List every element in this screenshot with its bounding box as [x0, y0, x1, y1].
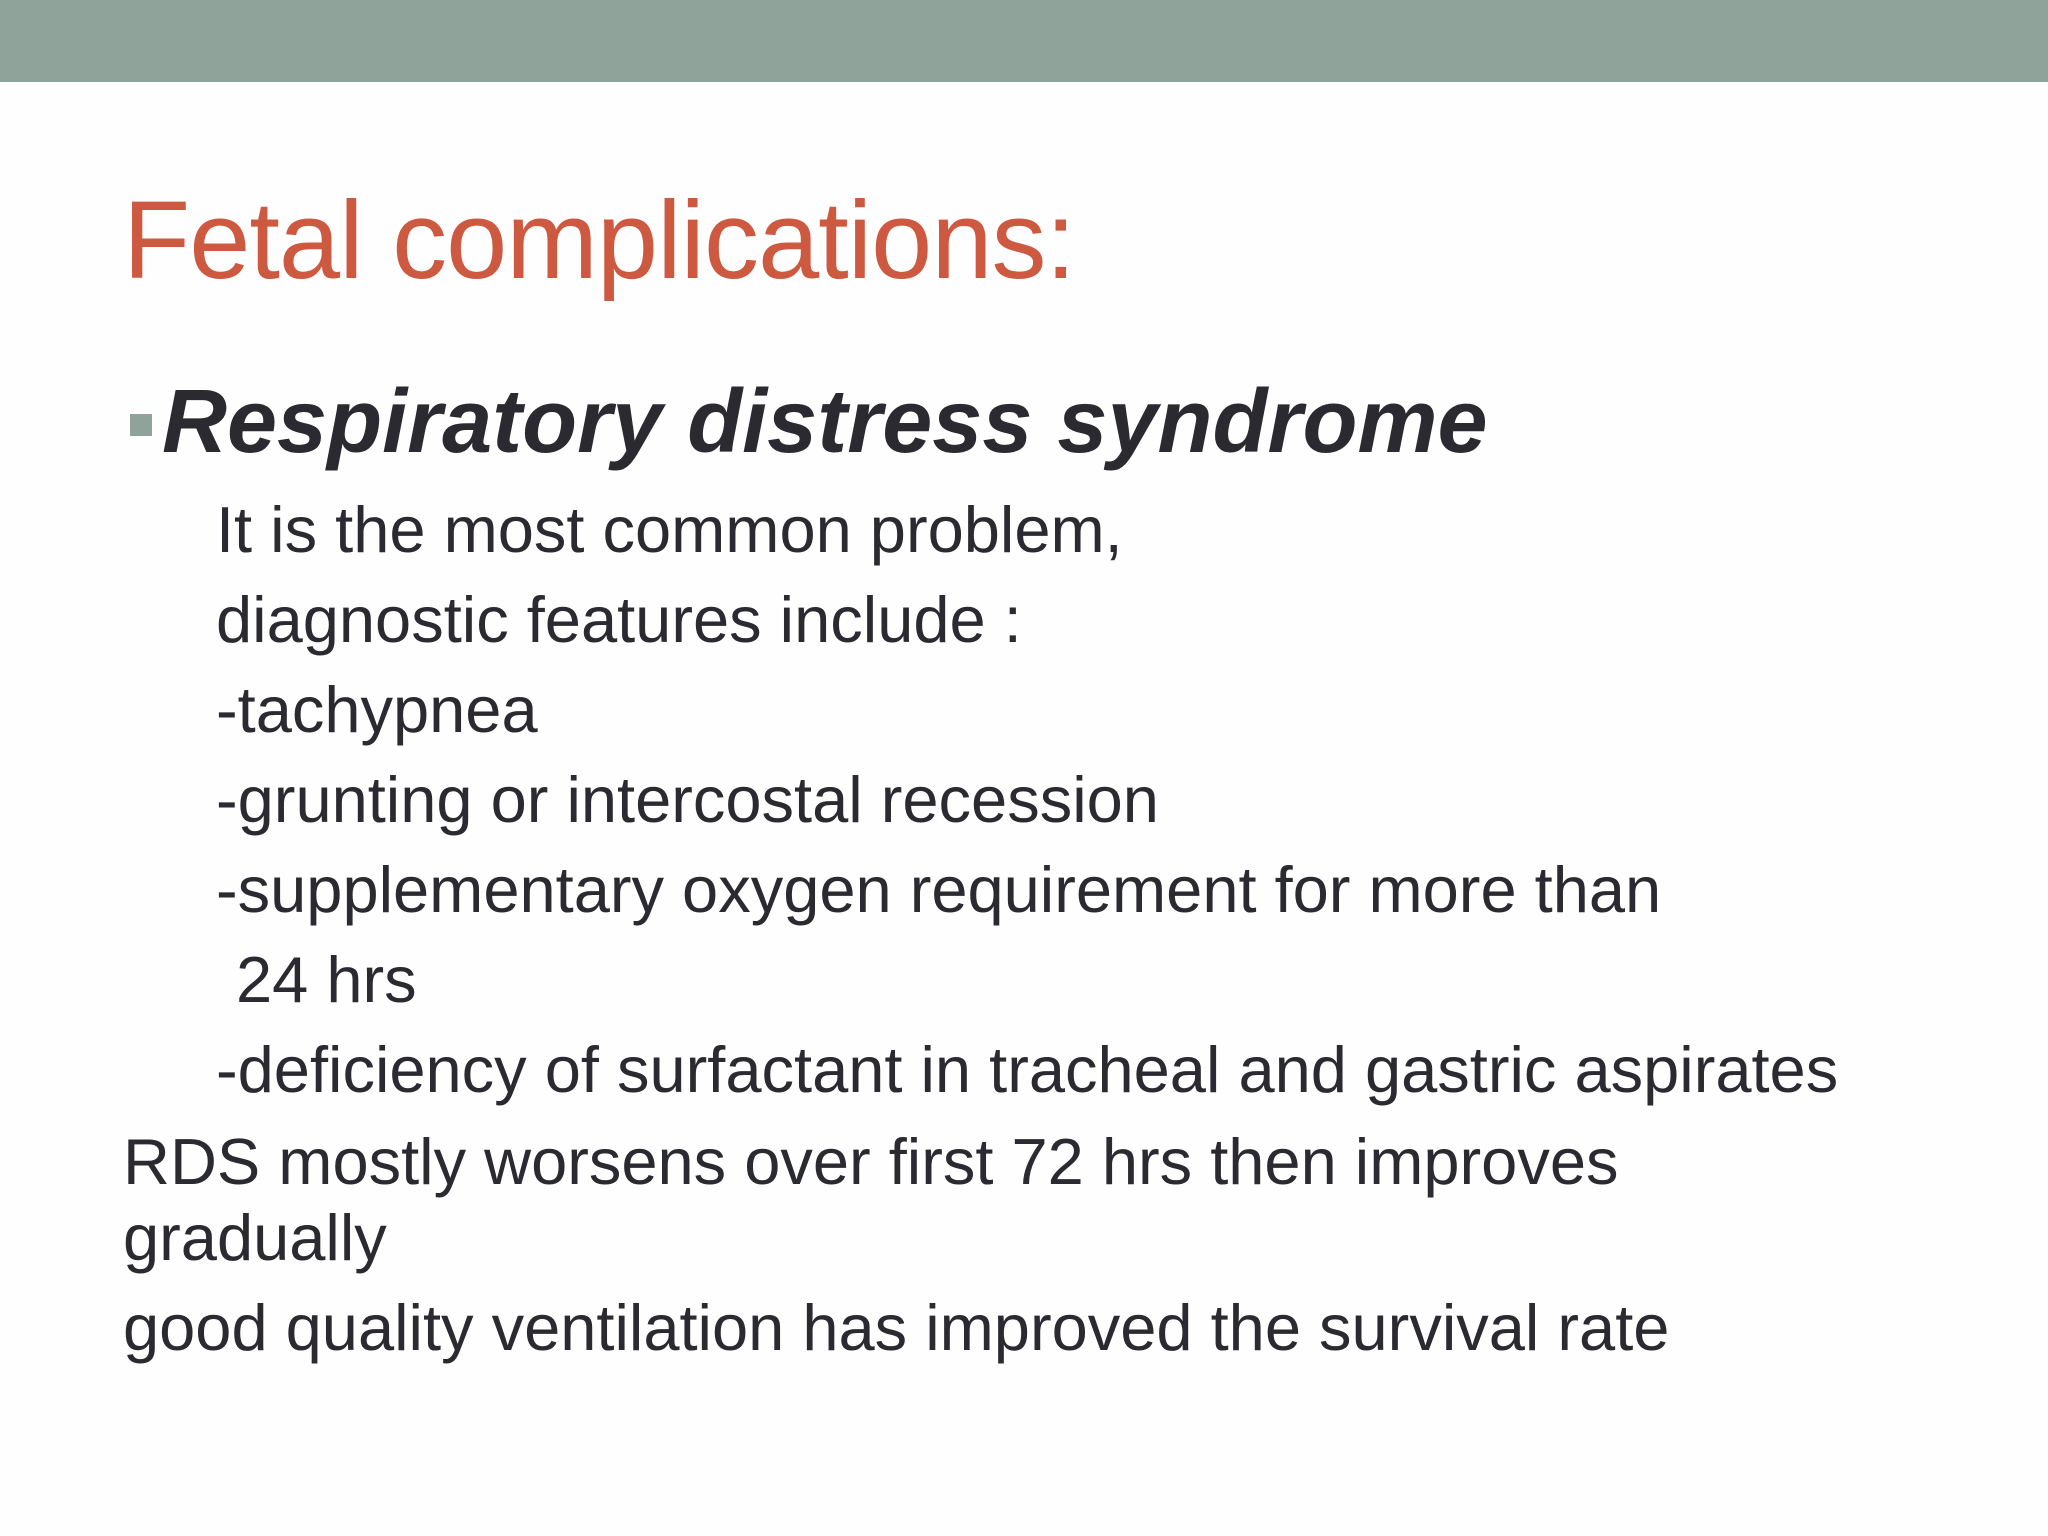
header-band — [0, 0, 2048, 82]
body-line-intro: It is the most common problem, — [216, 493, 1123, 566]
body-line-24hrs: 24 hrs — [236, 943, 417, 1016]
footer-line-gradually: gradually — [123, 1201, 387, 1274]
body-line-grunting: -grunting or intercostal recession — [216, 763, 1159, 836]
slide-title: Fetal complications: — [123, 179, 1076, 302]
bullet-item — [130, 372, 1488, 472]
footer-line-ventilation: good quality ventilation has improved the survival rate — [123, 1291, 1670, 1364]
body-line-oxygen: -supplementary oxygen requirement for more than — [216, 853, 1662, 926]
body-line-features: diagnostic features include : — [216, 583, 1022, 656]
square-bullet-icon — [130, 414, 152, 436]
bullet-heading: Respiratory distress syndrome — [162, 372, 1488, 472]
footer-line-rds: RDS mostly worsens over first 72 hrs then improves — [123, 1125, 1619, 1198]
body-line-surfactant: -deficiency of surfactant in tracheal and gastric aspirates — [216, 1033, 1839, 1106]
body-line-tachypnea: -tachypnea — [216, 673, 538, 746]
